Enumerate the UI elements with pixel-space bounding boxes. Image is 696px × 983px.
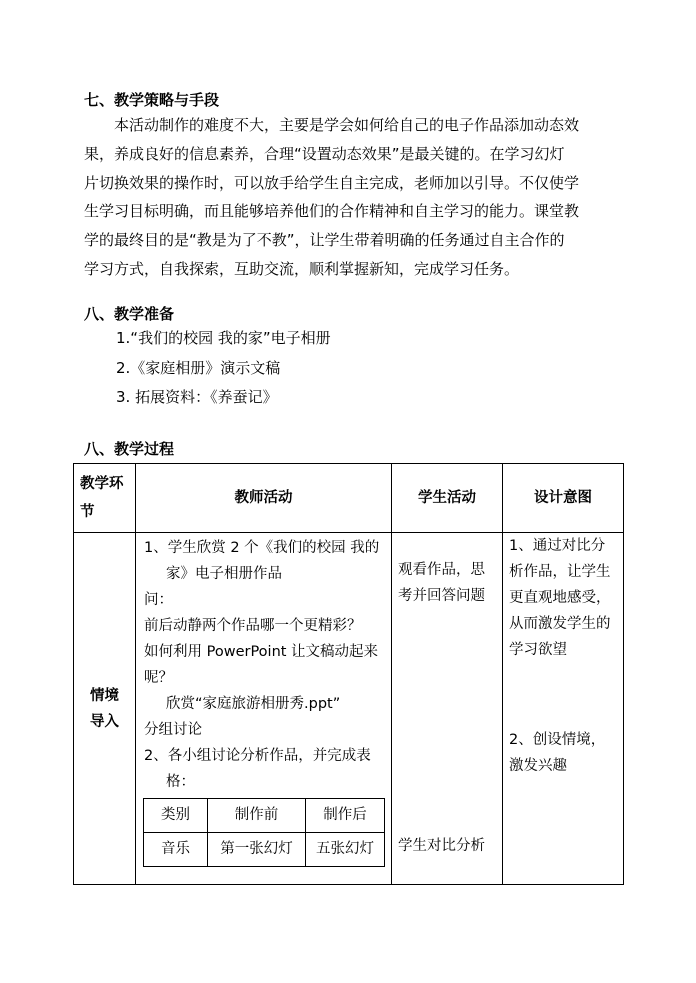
teacher-step-1: 1、学生欣赏 2 个《我们的校园 我的家》电子相册作品 [144,540,380,582]
comparison-cell: 五张幻灯 [306,833,385,867]
list-item: 2.《家庭相册》演示文稿 [116,359,281,377]
lesson-process-table [73,463,624,885]
header-teacher-activity: 教师活动 [136,464,392,533]
section-heading-strategy: 七、教学策略与手段 [84,91,220,109]
student-activity-cell [392,533,503,885]
list-item: 3. 拓展资料：《养蚕记》 [116,388,278,406]
table-row [74,533,624,885]
paragraph-line: 学习方式，自我探索，互助交流，顺利掌握新知，完成学习任务。 [84,259,520,278]
stage-cell [74,533,136,885]
design-intent-2: 2、创设情境，激发兴趣 [509,732,606,774]
comparison-cell: 第一张幻灯 [208,833,306,867]
teacher-question-1: 前后动静两个作品哪一个更精彩？ [144,618,362,634]
teacher-question-2: 如何利用 PowerPoint 让文稿动起来呢？ [144,644,379,686]
paragraph-line: 生学习目标明确，而且能够培养他们的合作精神和自主学习的能力。课堂教 [84,202,580,221]
comparison-header: 制作前 [208,799,306,833]
comparison-row [144,833,385,867]
paragraph-line: 果，养成良好的信息素养，合理“设置动态效果”是最关键的。在学习幻灯 [84,144,565,163]
list-item: 1.“我们的校园 我的家”电子相册 [116,329,331,347]
student-activity-2: 学生对比分析 [398,838,485,854]
paragraph-line: 学的最终目的是“教是为了不教”，让学生带着明确的任务通过自主合作的 [84,231,565,250]
table-header-row [74,464,624,533]
section-heading-preparation: 八、教学准备 [84,305,175,323]
comparison-table [143,798,385,867]
teacher-appreciate: 欣赏“家庭旅游相册秀.ppt” [166,696,341,712]
comparison-header-row [144,799,385,833]
strategy-paragraph [84,111,612,284]
section-heading-process: 八、教学过程 [84,440,175,458]
teacher-question-label: 问： [144,592,173,608]
teacher-activity-cell [136,533,392,885]
design-intent-cell [503,533,624,885]
paragraph-line: 本活动制作的难度不大，主要是学会如何给自己的电子作品添加动态效 [114,116,580,134]
comparison-cell: 音乐 [144,833,208,867]
comparison-header: 制作后 [306,799,385,833]
header-student-activity: 学生活动 [392,464,503,533]
design-intent-1: 1、通过对比分析作品，让学生更直观地感受，从而激发学生的学习欲望 [509,538,611,658]
paragraph-line: 片切换效果的操作时，可以放手给学生自主完成，老师加以引导。不仅使学 [84,173,580,192]
teacher-group-discussion: 分组讨论 [144,722,202,738]
student-activity-1: 观看作品，思考并回答问题 [398,562,485,604]
stage-label: 情境导入 [90,687,119,730]
header-design-intent: 设计意图 [503,464,624,533]
teacher-step-2: 2、各小组讨论分析作品，并完成表格： [144,748,371,790]
comparison-header: 类别 [144,799,208,833]
header-stage: 教学环节 [74,464,136,533]
